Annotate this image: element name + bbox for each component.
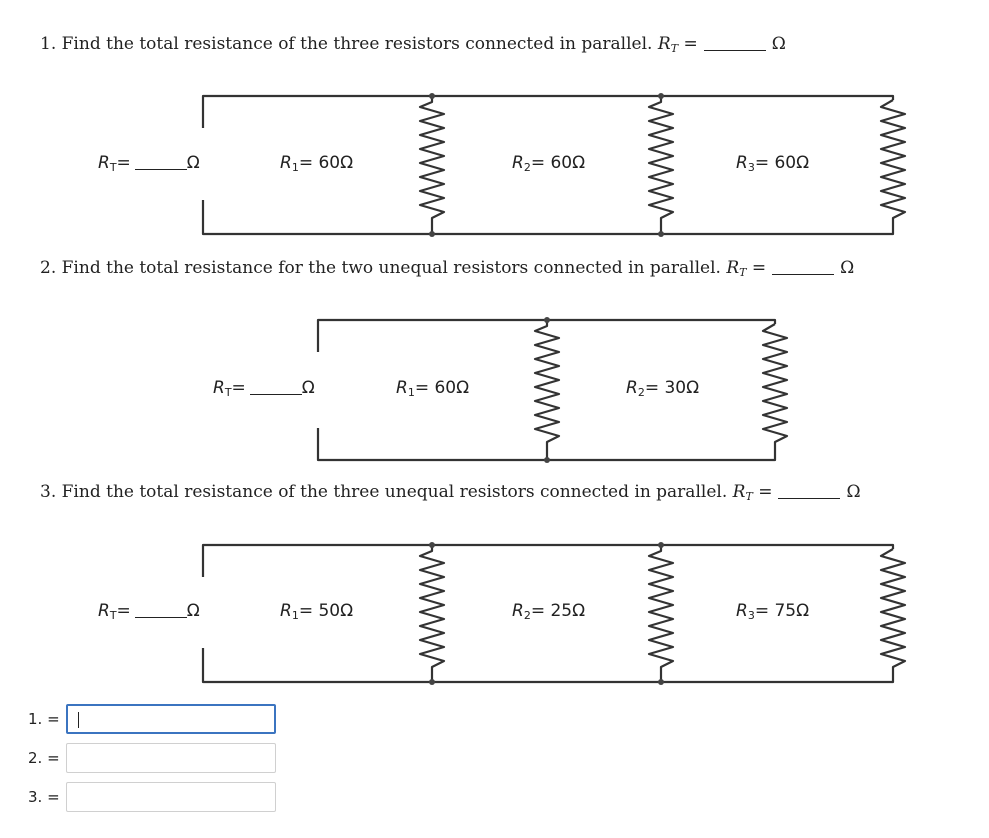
resistor-1-3-zigzag	[881, 100, 905, 230]
question-3-equals: =	[758, 482, 773, 502]
answer-2-label: 2. =	[28, 749, 60, 767]
resistor-1-1-zigzag	[420, 96, 444, 234]
circuit-2-r2-label: $R_2= 30\Omega$	[626, 378, 700, 399]
question-2-unit: Ω	[840, 258, 855, 278]
circuit-3-r2-label: $R_2= 25\Omega$	[512, 601, 586, 622]
answer-2-input[interactable]	[66, 743, 276, 773]
circuit-2-r1-label: $R_1= 60\Omega$	[396, 378, 470, 399]
circuit-1-rt-symbol: R	[98, 153, 110, 173]
answer-1-input[interactable]	[66, 704, 276, 734]
circuit-3-r3-label: $R_3= 75\Omega$	[736, 601, 810, 622]
question-1-text: Find the total resistance of the three resistors connected in parallel.	[61, 34, 653, 54]
circuit-3-rt-blank	[135, 617, 187, 618]
question-1-equals: =	[683, 34, 698, 54]
question-1-number: 1.	[40, 34, 57, 54]
question-3-text: Find the total resistance of the three unequal resistors connected in parallel.	[61, 482, 728, 502]
circuit-3-r1-label: $R_1= 50\Omega$	[280, 601, 354, 622]
answer-3-label: 3. =	[28, 788, 60, 806]
question-2-text: Find the total resistance for the two unequal resistors connected in parallel.	[61, 258, 721, 278]
circuit-1-rt-label	[98, 153, 200, 174]
circuit-1-rt-eq: =	[116, 153, 131, 173]
resistor-3-2-zigzag	[649, 545, 673, 682]
answer-3-input[interactable]	[66, 782, 276, 812]
question-3-rt-label: R	[732, 482, 746, 502]
question-3-rt-sub: T	[745, 490, 753, 503]
circuit-1-rt-unit: Ω	[186, 153, 200, 173]
text-caret	[78, 712, 79, 728]
resistor-3-3-zigzag	[881, 549, 905, 678]
circuit-1-r2-label: $R_2= 60\Omega$	[512, 153, 586, 174]
circuit-1-rt-blank	[135, 169, 187, 170]
question-1-rt-sub: T	[670, 42, 679, 55]
circuit-1-r1-label: $R_1= 60\Omega$	[280, 153, 354, 174]
resistor-1-2-zigzag	[649, 96, 673, 234]
circuit-3-rt-label: $R_T= \Omega$	[98, 601, 200, 622]
circuit-2-rt-label: $R_T= \Omega$	[213, 378, 315, 399]
question-3-number: 3.	[40, 482, 57, 502]
question-3-unit: Ω	[846, 482, 861, 502]
question-2-equals: =	[751, 258, 767, 278]
circuit-2-wiring	[318, 320, 787, 460]
circuit-1-rt-sub: T	[109, 161, 117, 174]
resistor-2-1-zigzag	[535, 320, 559, 460]
resistor-2-2-zigzag	[763, 324, 787, 456]
question-1-rt-label: R	[657, 34, 671, 54]
question-2-rt-label: R	[726, 258, 740, 278]
question-2-number: 2.	[40, 258, 57, 278]
answer-1-label: 1. =	[28, 710, 60, 728]
circuit-2-rt-blank	[250, 394, 302, 395]
resistor-3-1-zigzag	[420, 545, 444, 682]
circuit-1-r3-label: $R_3= 60\Omega$	[736, 153, 810, 174]
question-1-unit: Ω	[771, 34, 786, 54]
question-2-rt-sub: T	[739, 266, 747, 279]
